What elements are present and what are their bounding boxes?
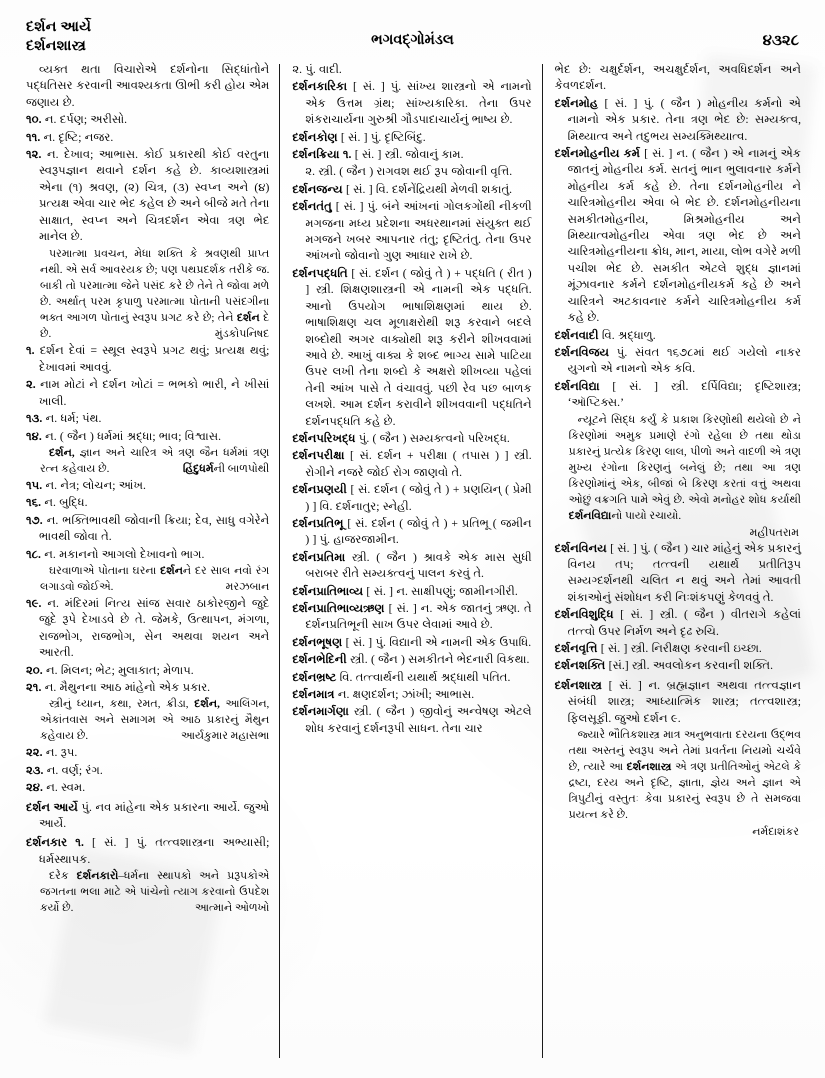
sense-number: ૧૦.: [26, 113, 42, 127]
sense-item: [26, 495, 269, 511]
entry-definition: વિ. શ્રદ્ધાળુ.: [598, 328, 656, 342]
entry-headword: દર્શનમાત્ર: [292, 688, 335, 702]
entry-headword: દર્શનજન્ય: [292, 182, 343, 196]
dictionary-entry: [26, 835, 269, 868]
entry-headword: દર્શનમાર્ગણા: [292, 705, 349, 719]
citation-quote: [26, 868, 269, 916]
entry-headword: દર્શનક્રિયા ૧.: [292, 148, 352, 162]
sense-item: [26, 478, 269, 494]
entry-definition: [ સં. દર્શન ( જોવું તે ) + પદ્ધતિ ( રીત ) ] સ્ત્રી. શિક્ષણશાસ્ત્રની એ નામની એક પદ્ધતિ. આનો ઉપયોગ ભાષાશિક્ષણમાં થાય છે. ભાષાશિક્ષણ ચલ મૂળાક્ષરોથી શરૂ કરવાને બદલે શબ્દોથી અગર વાક્યોથી શરૂ કરીને શીખવવામાં આવે છે. આખું વાક્ય કે શબ્દ ભાગ્ય સામે પાટિયા ઉપર લખી તેના શબ્દો કે અક્ષરો શીખવ્યા પહેલાં તેની આંખ પાસે તે વંચાવવું. પછી રેવ પછ બાળક લખશે. આમ દર્શન કરાવીને શીખવવાની પદ્ધતિને દર્શનપદ્ધતિ કહે છે.: [305, 266, 532, 428]
sense-item: [26, 780, 269, 796]
dictionary-entry: [292, 584, 531, 600]
sense-number: ૧૩.: [26, 412, 43, 426]
dictionary-entry: [292, 635, 531, 651]
sense-number: ૨૩.: [26, 763, 44, 777]
citation-source-rest: ની બાળપોથી: [213, 462, 270, 475]
three-column-body: [22, 62, 803, 1064]
sense-text: ન. મકાનનો આગલો દેખાવનો ભાગ.: [44, 547, 205, 561]
sense-number: ૧૪.: [26, 429, 42, 443]
sense-item: [26, 377, 269, 410]
sense-text: ન. ધર્મ; પંથ.: [45, 412, 102, 426]
quote-keyword: દર્શન,: [194, 698, 220, 711]
entry-headword: દર્શનકાર ૧.: [26, 836, 84, 850]
entry-definition: સ્ત્રી. ( જૈન ) જીવોનું અન્વેષણ એટલે શોધ કરવાનું દર્શનરૂપી સાધન. તેના ચાર: [305, 705, 532, 735]
entry-definition: સ્ત્રી. ( જૈન ) સમકીતને ભેદનારી વિકથા.: [346, 653, 530, 667]
entry-definition: [ સં. ] ન. સાક્ષીપણું; જામીનગીરી.: [363, 584, 518, 598]
sense-item: [26, 429, 269, 445]
dictionary-entry: [292, 182, 531, 198]
dictionary-entry: [292, 550, 531, 583]
entry-headword: દર્શનપ્રાતિભાવ્ય: [292, 584, 364, 598]
sense-item: [26, 112, 269, 128]
sense-number: ૧૫.: [26, 478, 43, 492]
entry-headword: દર્શનવૃત્તિ: [554, 641, 598, 655]
entry-definition: [ સં. ] સ્ત્રી. જોવાનું કામ.: [351, 148, 464, 162]
quote-text-end: આલિંગન, એકાંતવાસ અને સમાગમ એ આઠ પ્રકારનું મૈથુન કહેવાય છે.: [40, 698, 270, 743]
entry-definition: [સં.] સ્ત્રી. અવલોકન કરવાની શક્તિ.: [605, 659, 774, 673]
entry-headword: દર્શનવિદ્યા: [554, 379, 600, 393]
dictionary-entry: [555, 345, 801, 378]
dictionary-entry: [26, 800, 269, 833]
entry-definition: [ સં. ] પું. વિદ્યાની એ નામની એક ઉપાધિ.: [342, 635, 532, 649]
dictionary-entry: [292, 79, 531, 128]
entry-headword: દર્શનભૂષણ: [292, 635, 343, 649]
quote-keyword: દર્શન: [160, 564, 183, 577]
sense-item: [26, 680, 269, 696]
dictionary-entry: [292, 670, 531, 686]
entry-definition: [ સં. ] સ્ત્રી. નિરીક્ષણ કરવાની ઇચ્છા.: [597, 641, 762, 655]
book-title: ભગવદ્ગોમંડલ: [371, 32, 454, 48]
entry-headword: દર્શનવિજય: [554, 345, 610, 359]
entry-headword: દર્શનમોહનીય કર્મ: [554, 147, 640, 161]
sense-item: [26, 596, 269, 662]
quote-keyword: દર્શનકારો: [76, 870, 119, 883]
dictionary-entry: [555, 379, 801, 412]
citation-quote: [26, 445, 269, 477]
dictionary-entry: [555, 146, 801, 326]
dictionary-entry: [555, 641, 801, 657]
sense-number: ૨.: [26, 378, 36, 392]
entry-definition: પું. નવ માંહેના એક પ્રકારના આર્યે. જુઓ આર્યે.: [39, 800, 270, 830]
sense-text: નામ મોટાં ને દર્શન ખોટાં = ભભકો ભારી, ને ખીસાં ખાલી.: [39, 378, 270, 408]
entry-definition: [ સં. દર્શન ( જોવું તે ) + પ્રતિભૂ ( જમીન ) ] પું. હાજરજામીન.: [305, 516, 532, 547]
dictionary-entry: [292, 130, 531, 146]
quote-keyword: દર્શનવિદ્યા: [568, 509, 612, 522]
sense-number: ૨૨.: [26, 746, 43, 760]
sense-number: ૧૮.: [26, 547, 41, 561]
quote-keyword: દર્શન,: [49, 446, 75, 459]
entry-headword: દર્શનવિશુદ્ધિ: [554, 608, 614, 622]
sense-item: [26, 343, 269, 376]
sense-text: ન. મૈથુનના આઠ માંહેનો એક પ્રકાર.: [44, 680, 211, 694]
entry-headword: દર્શનપરિખદ્ધ: [292, 431, 356, 445]
quote-text: પરમાત્મા પ્રવચન, મેધા શક્તિ કે શ્રવણથી પ્રાપ્ત નથી. એ સર્વ આવરયક છે; પણ પથપ્રદર્શક તરીકે જ. બાકી તો પરમાત્મા જેને પસંદ કરે છે તેને તે જોવા મળે છે. અર્થાત્ પરમ કૃપાળુ પરમાત્મા પોતાની પસંદગીના ભક્ત આગળ પોતાનું સ્વરૂપ પ્રગટ કરે છે; તેને: [40, 248, 270, 325]
entry-headword: દર્શનપરીક્ષા: [292, 449, 345, 463]
entry-headword: દર્શનપ્રતિમા: [292, 550, 346, 564]
dictionary-entry: [292, 431, 531, 447]
carryover-paragraph: ભેદ છે: ચક્ષુર્દર્શન, અચક્ષુર્દર્શન, અવધિદર્શન અને કેવળદર્શન.: [554, 63, 801, 93]
sense-number: ૧૭.: [26, 513, 43, 527]
dictionary-entry: [555, 607, 801, 640]
quote-text-end: દે છે.: [40, 312, 270, 341]
dictionary-entry: [292, 199, 531, 265]
entry-definition: [ સં. દર્શન ( જોવું તે ) + પ્રણયિન્ ( પ્રેમી ) ] વિ. દર્શનાતુર; સ્નેહી.: [305, 483, 532, 513]
quote-text: ઘરવાળાએ પોતાના ઘરના: [49, 564, 161, 577]
quote-text: સ્ત્રીનું ધ્યાન, કથા, રમત, ક્રીડા,: [49, 698, 195, 711]
sense-number: ૧૧.: [26, 130, 41, 144]
entry-definition: [ સં. ] સ્ત્રી. દર્પિવિદ્યા; દૃષ્ટિશાસ્ત્ર; ‘ઑપ્ટિક્સ.’: [567, 379, 801, 410]
carryover-paragraph: ૨. પું. વાદી.: [292, 63, 342, 76]
entry-definition: [ સં. ] ન. ( જૈન ) એ નામનું એક જાતનું મોહનીય કર્મ. સતનું ભાન ભુલાવનાર કર્મને મોહનીય કર્મ કહે છે. તેના દર્શનમોહનીય ને ચારિત્રમોહનીય એવા બે ભેદ છે. દર્શનમોહનીયના સમકીતમોહનીય, મિશ્રમોહનીય અને મિથ્યાત્વમોહનીય એવા ત્રણ ભેદ છે અને ચારિત્રમોહનીયના ક્રોધ, માન, માયા, લોભ વગેરે મળી પચીશ ભેદ છે. સમકીત એટલે શુદ્ધ જ્ઞાનમાં મૂંઝાવનાર કર્મને દર્શનમોહનીયકર્મ કહે છે અને ચારિત્રને અટકાવનાર કર્મને ચારિત્રમોહનીય કર્મ કહે છે.: [567, 147, 801, 325]
sense-text: ન. દૃષ્ટિ; નજર.: [43, 130, 114, 144]
entry-definition: [ સં. ] પું. સાંખ્ય શાસ્ત્રનો એ નામનો એક ઉત્તમ ગ્રંથ; સાંખ્યકારિકા. તેના ઉપર શંકરાચાર્યના ગુરુશ્રી ગૌડપાદાચાર્યનું ભાષ્ય છે.: [305, 80, 532, 127]
entry-definition: પું. સંવત ૧૬૭૮માં થઈ ગયેલો નાકર યુગનો એ નામનો એક કવિ.: [567, 345, 801, 376]
quote-text-end: એ ત્રણ પ્રતીતિઓનું એટલે કે દ્રષ્ટા, દરય અને દૃષ્ટિ, જ્ઞાતા, જ્ઞેય અને જ્ઞાન એ ત્રિપુટીનું વસ્તુતઃ કેવા પ્રકારનું સ્વરૂપ છે તે સમજવા પ્રયત્ન કરે છે.: [568, 761, 801, 821]
entry-definition: [ સં. ] પું. દૃષ્ટિબિંદુ.: [337, 130, 426, 144]
sense-text: ન. નેત્ર; લોચન; આંખ.: [45, 478, 146, 492]
sense-text: ન. મિલન; ભેટ; મુલાકાત; મેળાપ.: [46, 663, 194, 677]
sense-item: [26, 411, 269, 427]
sense-number: ૧.: [26, 344, 35, 358]
entry-definition: [ સં. ] પું. બંને આંખનાં ગોલકગોંથી નીકળી મગજના મધ્ય પ્રદેશના અધરથાનમાં સંયુક્ત થઈ મગજને ખબર આપનાર તંતુ; દૃષ્ટિતંતુ. તેના ઉપર આંખનો જોવાનો ગુણ આધાર રાખે છે.: [305, 200, 532, 263]
sense-text: ન. વર્ણ; રંગ.: [46, 763, 103, 777]
sense-item: [26, 745, 269, 761]
citation-quote: [555, 412, 801, 524]
entry-headword: દર્શનવાદી: [554, 328, 599, 342]
sense-text: દર્શન દેવાં = સ્થૂલ સ્વરૂપે પ્રગટ થવું; પ્રત્યક્ષ થવું; દેખાવમાં આવવું.: [39, 344, 270, 374]
sense-number: ૨૧.: [26, 680, 42, 694]
dictionary-entry: [292, 601, 531, 634]
quote-text: જ્યારે ભૌતિકશાસ્ત્ર માત્ર અનુભવાતા દરયના ઉદ્ભવ તથા અસ્તનું સ્વરૂપ અને તેમાં પ્રવર્તના નિયમો ચર્ચવે છે, ત્યારે આ: [568, 729, 801, 773]
sense-text: ન. રૂપ.: [45, 746, 78, 760]
sense-number: ૧૯.: [26, 596, 42, 610]
quote-text: દરેક: [49, 870, 77, 883]
entry-headword: દર્શનશાસ્ત્ર: [554, 678, 602, 692]
citation-source: મરઝબાન: [225, 580, 270, 593]
sense-item: [26, 513, 269, 546]
citation-source: મહીપતરામ: [749, 526, 799, 539]
sense-number: ૧૬.: [26, 496, 42, 510]
entry-headword: દર્શનપ્રતિભૂ: [292, 516, 344, 530]
dictionary-entry: [555, 678, 801, 727]
sense-number: ૧૨.: [26, 148, 42, 162]
entry-headword: દર્શનકોણ: [292, 130, 338, 144]
dictionary-entry: [292, 448, 531, 481]
citation-source: આર્યકુમાર મહાસભા: [180, 730, 270, 743]
sense-item: [26, 547, 269, 563]
sense-item: [26, 763, 269, 779]
sense-text: ન. ( જૈન ) ધર્મમાં શ્રદ્ધા; ભાવ; વિશ્વાસ.: [45, 429, 221, 443]
column-2: [280, 62, 541, 1064]
citation-source: નર્મદાશંકર: [752, 826, 799, 838]
entry-definition: વિ. તત્ત્વાર્થની યથાર્થ શ્રદ્ધાથી પતિત.: [336, 670, 511, 684]
dictionary-entry: [555, 541, 801, 607]
sense-item: [26, 147, 269, 245]
dictionary-entry: [292, 516, 531, 549]
sense-text: ન. બુદ્ધિ.: [44, 496, 88, 510]
dictionary-entry: [292, 266, 531, 430]
quote-text: ન્યૂટને સિદ્ધ કર્યું કે પ્રકાશ કિરણોથી થયેલો છે ને કિરણોમાં અમુક પ્રમાણે રંગો રહેલા છે તથા થોડા પ્રકારનું પ્રત્યેક કિરણ લાલ, પીળો અને વાદળી એ ત્રણ મુખ્ય રંગોના કિરણનું બનેલું છે; તથા આ ત્રણ કિરણોમાંનું એક, બીજાં બે કિરણ કરતાં વત્તું અથવા ઓછું વક્રગતિ પામે એવું છે. એવો મનોહર શોધ કર્યાથી: [568, 413, 801, 506]
entry-definition: [ સં. ] ન. એક જાતનું ઋણ. તે દર્શનપ્રતિભૂની સાખ ઉપર લેવામાં આવે છે.: [305, 602, 532, 632]
sense-number: ૨૪.: [26, 781, 43, 795]
entry-definition: પું. ( જૈન ) સમ્યક્ત્વનો પરિખદ્ધ.: [355, 431, 510, 445]
sense-text: ન. દર્પણ; અરીસો.: [44, 113, 128, 127]
entry-headword: દર્શનમોહ: [554, 96, 599, 110]
dictionary-entry: [292, 687, 531, 703]
entry-definition: [ સં. દર્શન + પરીક્ષા ( તપાસ ) ] સ્ત્રી. રોગીને નજરે જોઈ રોગ જાણવો તે.: [305, 449, 532, 479]
entry-headword: દર્શનતંતુ: [292, 200, 332, 214]
dictionary-entry: [292, 482, 531, 515]
sense-text: ન. સ્વમ.: [46, 781, 86, 795]
dictionary-entry: [555, 658, 801, 674]
entry-definition: [ સં. ] પું. તત્ત્વશાસ્ત્રના અભ્યાસી; ધર્મસ્થાપક.: [39, 836, 270, 866]
sense-text: ન. દેખાવ; આભાસ. કોઈ પ્રકારથી કોઈ વરતુના સ્વરૂપજ્ઞાન થવાને દર્શન કહે છે. કાવ્યશાસ્ત્રમાં એના (૧) શ્રવણ, (૨) ચિત્ર, (૩) સ્વપ્ન અને (૪) પ્રત્યક્ષ એવા ચાર ભેદ કહેલ છે અને બીજે મતે તેના સાક્ષાત, સ્વપ્ન અને ચિત્રદર્શન એવા ત્રણ ભેદ માનેલ છે.: [39, 148, 270, 244]
quote-text-end: ને દર સાલ નવો રંગ લગાડવો જોઈએ.: [40, 564, 270, 593]
entry-definition: [ સં. ] પું. ( જૈન ) ચાર માંહેનું એક પ્રકારનું વિનય તપ; તત્ત્વની યથાર્થ પ્રતીતિરૂપ સમ્યગ્દર્શનથી ચલિત ન થવું અને તેમાં આવતી શંકાઓનું સંશોધન કરી નિઃશંકપણું કેળવવું તે.: [567, 541, 801, 604]
dictionary-entry: [292, 652, 531, 668]
citation-quote: [26, 696, 269, 744]
running-head-left-line2: દર્શનશાસ્ત્ર: [26, 38, 87, 54]
dictionary-entry: [555, 328, 801, 344]
column-1: [22, 62, 279, 1064]
entry-headword: દર્શનપદ્ધતિ: [292, 266, 348, 280]
entry-definition: ન. ક્ષણદર્શન; ઝાંખી; આભાસ.: [334, 688, 475, 702]
entry-definition: [ સં. ] ન. બ્રહ્મજ્ઞાન અથવા તત્ત્વજ્ઞાન સંબંધી શાસ્ત્ર; આધ્યાત્મિક શાસ્ત્ર; તત્ત્વશાસ્ત્ર; ફિલસૂફી. જુઓ દર્શન ૯.: [567, 678, 801, 725]
sense-text: ન. ભક્તિભાવથી જોવાની ક્રિયા; દેવ, સાધુ વગેરેને ભાવથી જોવા તે.: [39, 513, 270, 544]
entry-headword: દર્શનપ્રણયી: [292, 483, 347, 497]
quote-text-end: –ધર્મના સ્થાપકો અને પ્રરૂપકોએ જગતના ભલા માટે એ પાંચેનો ત્યાગ કરવાનો ઉપદેશ કર્યો છે.: [40, 870, 270, 915]
entry-definition: સ્ત્રી. ( જૈન ) શ્રાવકે એક માસ સુધી બરાબર રીતે સમ્યક્ત્વનું પાલન કરવું તે.: [305, 550, 532, 581]
citation-source: આત્માને ઓળખો: [194, 902, 270, 915]
entry-headword: દર્શનપ્રાતિભાવ્યઋણ: [292, 602, 385, 615]
entry-headword: દર્શનકારિકા: [292, 80, 348, 94]
entry-definition: [ સં. ] વિ. દર્શનેંદ્રિયથી મેળવી શકાતું.: [342, 182, 513, 196]
column-3: [543, 62, 803, 1064]
citation-quote: [26, 246, 269, 342]
quote-text: જ્ઞાન અને ચારિત્ર એ ત્રણ જૈન ધર્મમાં ત્રણ રત્ન કહેવાય છે.: [40, 446, 270, 475]
entry-definition: [ સં. ] સ્ત્રી. ( જૈન ) વીતરાગે કહેલાં તત્ત્વો ઉપર નિર્મળ અને દૃઢ રુચિ.: [567, 608, 801, 638]
quote-keyword: દર્શનશાસ્ત્ર: [626, 761, 672, 773]
sense-item: [26, 663, 269, 679]
carryover-paragraph: વ્યક્ત થતા વિચારોએ દર્શનોના સિદ્ધાંતોને પદ્ધતિસર કરવાની આવશ્યકતા ઊભી કરી હોય એમ જણાય છે.: [26, 63, 270, 109]
quote-keyword: દર્શન: [236, 312, 260, 325]
entry-headword: દર્શનભેદિની: [292, 653, 347, 667]
entry-definition: [ સં. ] પું. ( જૈન ) મોહનીય કર્મનો એ નામનો એક પ્રકાર. તેના ત્રણ ભેદ છે: સમ્યક્ત્વ, મિથ્યાત્વ અને તદુભય સમ્યક્મિથ્યાત્વ.: [567, 96, 801, 143]
page-number: ૪૩૨૮: [762, 33, 799, 49]
sense-item: [26, 130, 269, 146]
citation-quote: [555, 727, 801, 823]
sense-number: ૨૦.: [26, 663, 43, 677]
citation-source-bold: હિંદુધર્મ: [182, 462, 214, 475]
entry-headword: દર્શનશક્તિ: [554, 659, 606, 673]
running-head-left-line1: દર્શન આર્યે: [26, 19, 92, 35]
sub-sense: ૨. સ્ત્રી. ( જૈન ) રાગવશ થઈ રૂપ જોવાની વૃત્તિ.: [305, 165, 513, 179]
entry-headword: દર્શન આર્યે: [26, 800, 78, 814]
citation-source: મુંડકોપનિષદ: [214, 328, 270, 341]
dictionary-entry: [555, 96, 801, 145]
entry-headword: દર્શનવિનય: [554, 541, 607, 555]
citation-quote: [26, 563, 269, 595]
dictionary-entry: [292, 704, 531, 737]
citation-source: [174, 461, 270, 477]
dictionary-entry: [292, 147, 531, 163]
entry-headword: દર્શનભ્રષ્ટ: [292, 670, 337, 684]
sense-text: ન. મંદિરમાં નિત્ય સાંજ સવાર ઠાકોરજીને જુદે જુદે રૂપે દેખાડવે છે તે. જેમકે, ઉત્થાપન, મંગળા, રાજભોગ, રાજભોગ, સેન અથવા શયન અને આરતી.: [39, 596, 270, 660]
quote-text-end: નો પાયો રચાયો.: [611, 509, 682, 522]
